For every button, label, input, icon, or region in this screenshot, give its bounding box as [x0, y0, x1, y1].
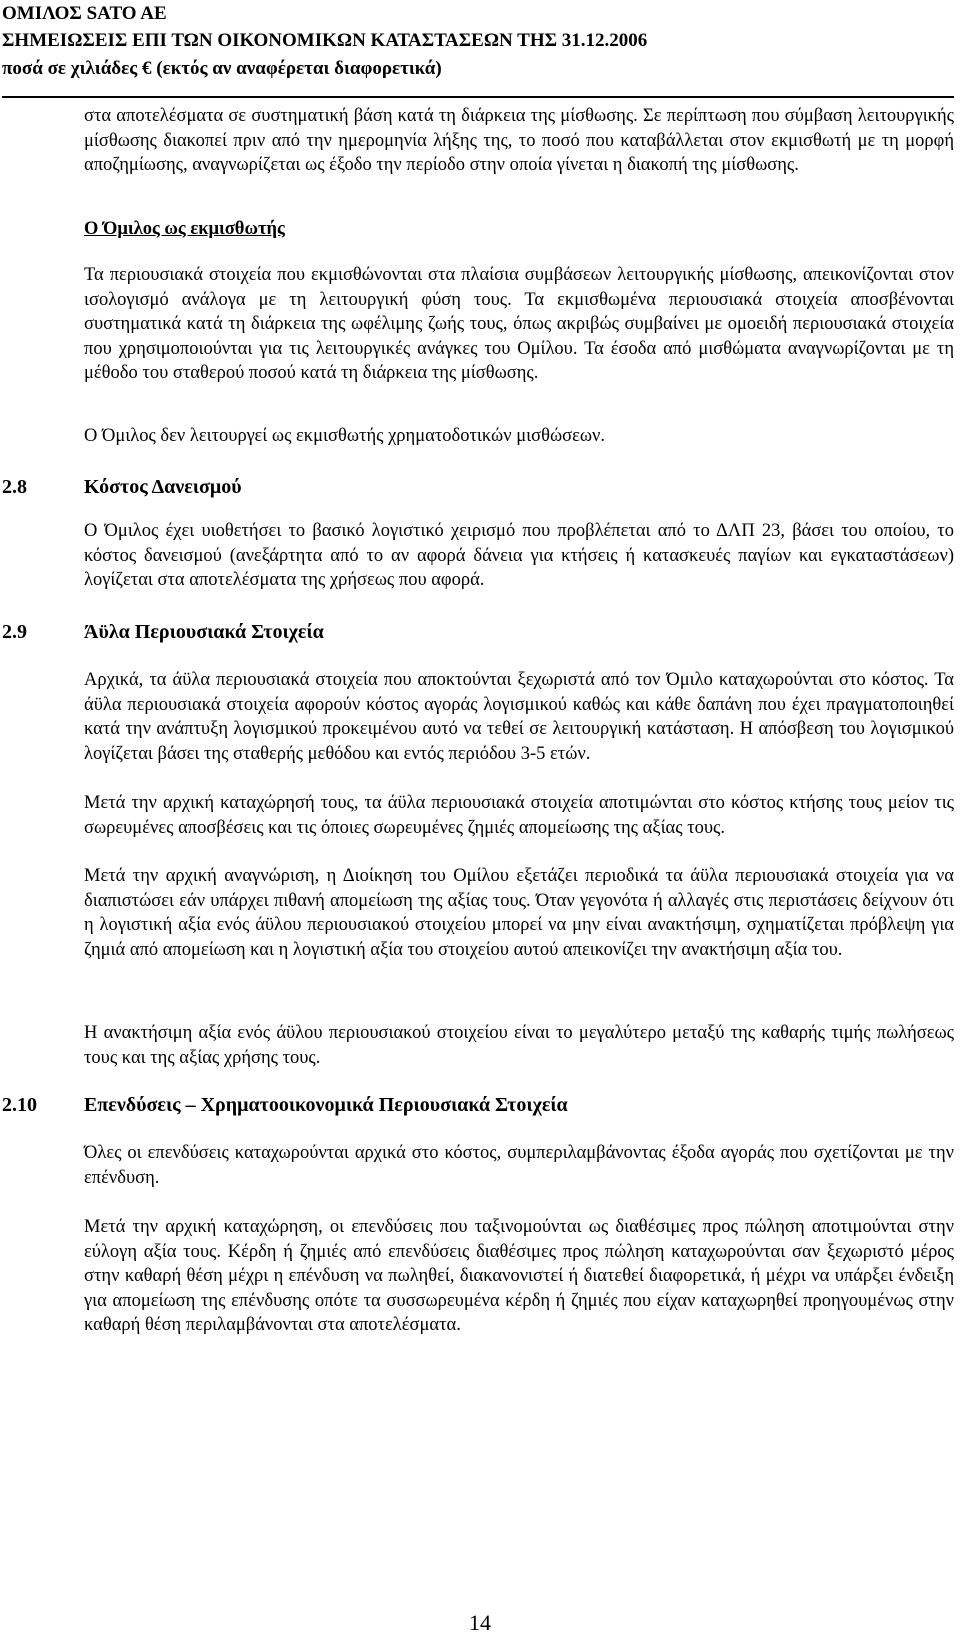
paragraph-2-10-b-text: Μετά την αρχική καταχώρηση, οι επενδύσεις που ταξινομούνται ως διαθέσιμες προς πώληση αποτιμούνται στην εύλογη αξία τους. Κέρδη ή ζημιές από επενδύσεις διαθέσιμες προς πώληση καταχωρούνται σαν ξεχωριστό μέρος στην καθαρή θέση μέχρι η επένδυση να πωληθεί, διακανονιστεί ή διατεθεί διαφορετικά, ή μέχρι να υπάρξει ένδειξη για απομείωση της επένδυσης οπότε τα συσσωρευμένα κέρδη ή ζημιές που είχαν καταχωρηθεί προηγουμένως στην καθαρή θέση περιλαμβάνονται στα αποτελέσματα. [84, 1217, 954, 1336]
paragraph-lessor-finance [84, 424, 954, 449]
paragraph-2-9-d [84, 1021, 954, 1070]
paragraph-2-9-a-text: Αρχικά, τα άϋλα περιουσιακά στοιχεία που αποκτούνται ξεχωριστά από τον Όμιλο καταχωρούνται στο κόστος. Τα άϋλα περιουσιακά στοιχεία αφορούν κόστος αγοράς λογισμικού καθώς και κάθε δαπάνη που έχει πραγματοποιηθεί κατά την ανάπτυξη λογισμικού προκειμένου αυτό να τεθεί σε λειτουργική κατάσταση. Η απόσβεση του λογισμικού λογίζεται βάσει της σταθερής μεθόδου και εντός περιόδου 3-5 ετών. [84, 670, 954, 764]
paragraph-2-8-text: Ο Όμιλος έχει υιοθετήσει το βασικό λογιστικό χειρισμό που προβλέπεται από το ΔΛΠ 23, βάσει του οποίου, το κόστος δανεισμού (ανεξάρτητα από το αν αφορά δάνεια για κτήσεις ή κατασκευές παγίων και εγκαταστάσεων) λογίζεται στα αποτελέσματα της χρήσεως που αφορά. [84, 521, 954, 591]
paragraph-2-9-b-text: Μετά την αρχική καταχώρησή τους, τα άϋλα περιουσιακά στοιχεία αποτιμώνται στο κόστος κτήσης τους μείον τις σωρευμένες αποσβέσεις και τις όποιες σωρευμένες ζημιές απομείωσης της αξίας τους. [84, 793, 954, 838]
section-heading-2-10 [2, 1094, 568, 1117]
paragraph-lessor-text: Τα περιουσιακά στοιχεία που εκμισθώνονται στα πλαίσια συμβάσεων λειτουργικής μίσθωσης, απεικονίζονται στον ισολογισμό ανάλογα με τη λειτουργική φύση τους. Τα εκμισθωμένα περιουσιακά στοιχεία αποσβένονται συστηματικά κατά τη διάρκεια της ωφέλιμης ζωής τους, όπως ακριβώς συμβαίνει με ομοειδή περιουσιακά στοιχεία που χρησιμοποιούνται για τις λειτουργικές ανάγκες του Ομίλου. Τα έσοδα από μισθώματα αναγνωρίζονται με τη μέθοδο του σταθερού ποσού κατά τη διάρκεια της μίσθωσης. [84, 265, 954, 384]
section-title: Κόστος Δανεισμού [84, 476, 242, 498]
paragraph-intro [84, 104, 954, 178]
section-number: 2.8 [2, 476, 27, 498]
lessor-heading: Ο Όμιλος ως εκμισθωτής [84, 219, 285, 239]
section-number: 2.10 [2, 1094, 37, 1116]
paragraph-lessor-finance-text: Ο Όμιλος δεν λειτουργεί ως εκμισθωτής χρηματοδοτικών μισθώσεων. [84, 426, 606, 446]
paragraph-2-10-a [84, 1141, 954, 1190]
paragraph-2-9-c-text: Μετά την αρχική αναγνώριση, η Διοίκηση του Ομίλου εξετάζει περιοδικά τα άϋλα περιουσιακά στοιχεία για να διαπιστώσει εάν υπάρχει πιθανή απομείωση της αξίας τους. Όταν γεγονότα ή αλλαγές στις περιστάσεις δείχνουν ότι η λογιστική αξία ενός άϋλου περιουσιακού στοιχείου μπορεί να μην είναι ανακτήσιμη, σχηματίζεται πρόβλεψη για ζημιά από απομείωση και η λογιστική αξία του στοιχείου αυτού απεικονίζει την ανακτήσιμη αξία του. [84, 866, 954, 960]
company-name: ΟΜΙΛΟΣ SATO AE [2, 3, 167, 24]
paragraph-2-9-c [84, 864, 954, 962]
paragraph-2-9-b [84, 791, 954, 840]
currency-note: ποσά σε χιλιάδες € (εκτός αν αναφέρεται διαφορετικά) [2, 58, 442, 79]
section-title: Επενδύσεις – Χρηματοοικονομικά Περιουσιακά Στοιχεία [84, 1094, 568, 1116]
section-heading-2-9 [2, 621, 324, 644]
header-rule [2, 96, 954, 98]
paragraph-intro-text: στα αποτελέσματα σε συστηματική βάση κατά τη διάρκεια της μίσθωσης. Σε περίπτωση που σύμβαση λειτουργικής μίσθωσης διακοπεί πριν από την ημερομηνία λήξης της, το ποσό που καταβάλλεται στον εκμισθωτή με τη μορφή αποζημίωσης, αναγνωρίζεται ως έξοδο την περίοδο στην οποία γίνεται η διακοπή της μίσθωσης. [84, 106, 954, 176]
paragraph-2-10-a-text: Όλες οι επενδύσεις καταχωρούνται αρχικά στο κόστος, συμπεριλαμβάνοντας έξοδα αγοράς που σχετίζονται με την επένδυση. [84, 1143, 954, 1188]
paragraph-2-9-d-text: Η ανακτήσιμη αξία ενός άϋλου περιουσιακού στοιχείου είναι το μεγαλύτερο μεταξύ της καθαρής τιμής πωλήσεως τους και της αξίας χρήσης τους. [84, 1023, 954, 1068]
section-title: Άϋλα Περιουσιακά Στοιχεία [84, 621, 324, 643]
page-number: 14 [469, 1610, 491, 1635]
paragraph-2-10-b [84, 1215, 954, 1338]
section-number: 2.9 [2, 621, 27, 643]
paragraph-2-9-a [84, 668, 954, 766]
paragraph-2-8 [84, 519, 954, 593]
document-title: ΣΗΜΕΙΩΣΕΙΣ ΕΠΙ ΤΩΝ ΟΙΚΟΝΟΜΙΚΩΝ ΚΑΤΑΣΤΑΣΕΩΝ ΤΗΣ 31.12.2006 [2, 30, 648, 51]
paragraph-lessor [84, 263, 954, 386]
section-heading-2-8 [2, 476, 242, 499]
